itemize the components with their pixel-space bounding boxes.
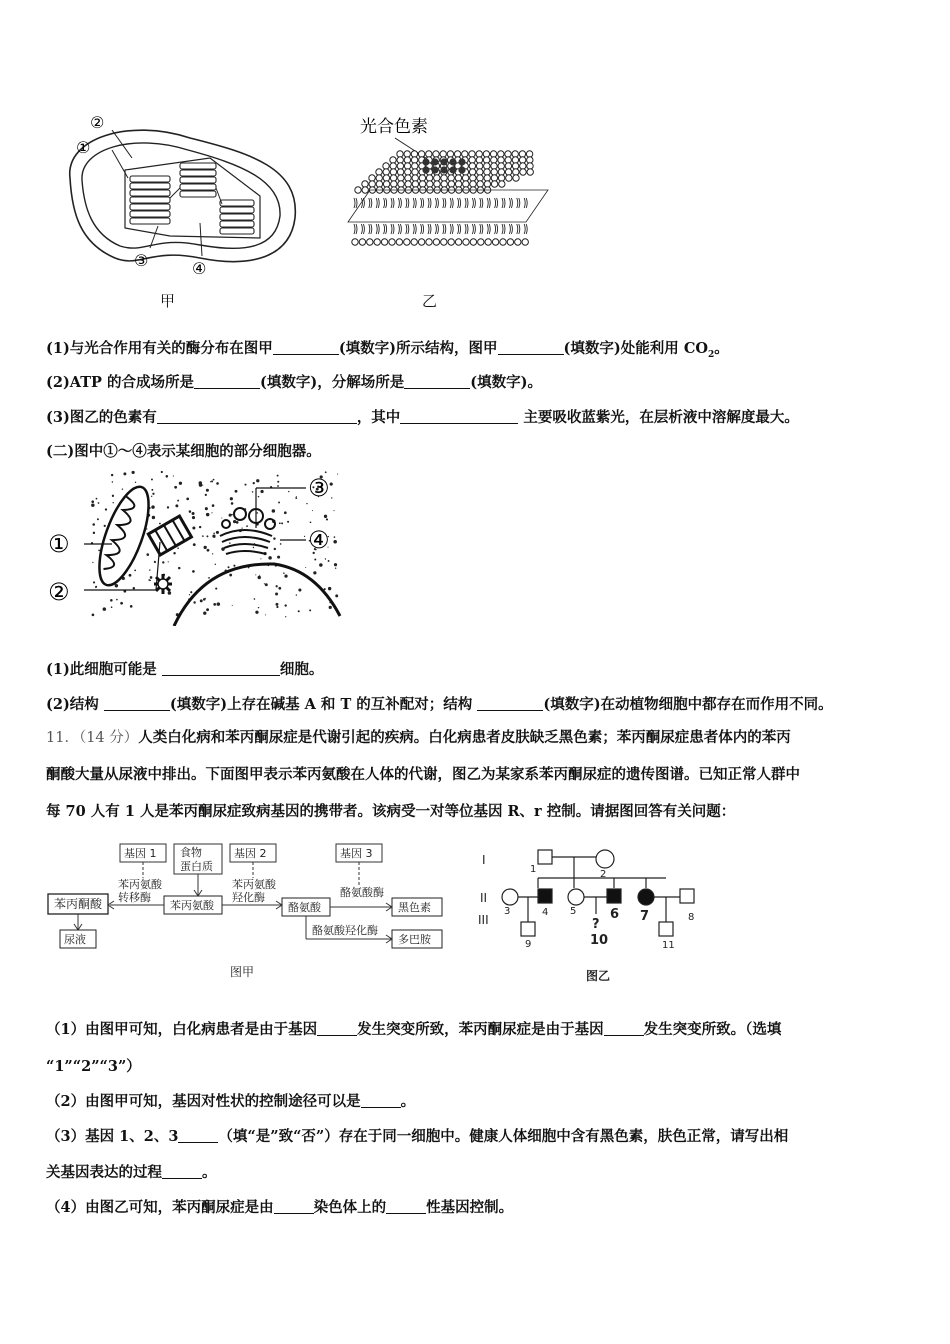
question-11-1-options: “1”“2”“3”）: [46, 1058, 141, 1075]
generation-label: III: [478, 913, 489, 927]
answer-blank[interactable]: [157, 409, 357, 425]
answer-blank[interactable]: [317, 1021, 357, 1037]
phenylalanine-box: 苯丙氨酸: [170, 899, 214, 912]
answer-blank[interactable]: [178, 1128, 218, 1144]
gene-1-label: 基因 1: [124, 847, 157, 860]
individual-id: 10: [590, 933, 609, 948]
marker-1: ①: [76, 138, 91, 157]
individual-id: 4: [542, 907, 549, 918]
question-11-4: （4）由图乙可知，苯丙酮尿症是由 染色体上的 性基因控制。: [46, 1199, 514, 1216]
tyrosine-box: 酪氨酸: [288, 901, 321, 914]
enzyme-label: 苯丙氨酸: [118, 878, 162, 891]
individual-id: 3: [504, 906, 511, 917]
answer-blank[interactable]: [386, 1199, 426, 1215]
enzyme-label: 酪氨酸酶: [340, 886, 384, 899]
generation-label: I: [482, 853, 486, 867]
answer-blank[interactable]: [400, 409, 518, 425]
answer-blank[interactable]: [604, 1021, 644, 1037]
organelle-marker-1: ①: [48, 530, 70, 558]
cell-organelles-diagram: [44, 466, 344, 626]
phenylpyruvate-box: 苯丙酮酸: [54, 897, 103, 911]
individual-id: 6: [610, 907, 620, 922]
organelle-marker-4: ④: [308, 526, 330, 554]
question-11-3: （3）基因 1、2、3 （填“是”致“否”）存在于同一细胞中。健康人体细胞中含有黑色素，肤色正常，请写出相: [46, 1128, 789, 1145]
answer-blank[interactable]: [273, 340, 339, 356]
answer-blank[interactable]: [104, 696, 170, 712]
marker-2: ②: [90, 113, 105, 132]
question-number: 11．（14 分）: [46, 730, 139, 746]
question-2-2: (2)结构 (填数字)上存在碱基 A 和 T 的互补配对；结构 (填数字)在动植物细胞中都存在而作用不同。: [46, 696, 833, 713]
marker-4: ④: [192, 259, 207, 278]
chloroplast-diagram: [60, 108, 310, 283]
melanin-box: 黑色素: [398, 901, 431, 914]
question-1-1: (1)与光合作用有关的酶分布在图甲 (填数字)所示结构，图甲 (填数字)处能利用 $CO_2$。: [46, 340, 729, 360]
question-1-3: (3)图乙的色素有 ，其中 主要吸收蓝紫光，在层析液中溶解度最大。: [46, 409, 799, 426]
figure-caption-yi: 图乙: [586, 969, 611, 983]
figure-label-yi: 乙: [422, 292, 438, 310]
unknown-marker: ?: [592, 917, 600, 932]
gene-3-label: 基因 3: [340, 847, 373, 860]
answer-blank[interactable]: [162, 1164, 202, 1180]
urine-box: 尿液: [64, 933, 86, 946]
part-2-heading: (二)图中①～④表示某细胞的部分细胞器。: [46, 443, 321, 460]
individual-id: 8: [688, 912, 695, 923]
question-11-intro-2: 酮酸大量从尿液中排出。下面图甲表示苯丙氨酸在人体的代谢，图乙为某家系苯丙酮尿症的遗传图谱。已知正常人群中: [46, 766, 800, 783]
thylakoid-membrane-diagram: [340, 110, 555, 260]
dopamine-box: 多巴胺: [398, 933, 431, 946]
answer-blank[interactable]: [404, 374, 470, 390]
answer-blank[interactable]: [162, 661, 280, 677]
individual-id: 2: [600, 869, 607, 880]
question-11-intro-3: 每 70 人有 1 人是苯丙酮尿症致病基因的携带者。该病受一对等位基因 R、r 控制。请据图回答有关问题：: [46, 803, 736, 820]
question-11-1: （1）由图甲可知，白化病患者是由于基因 发生突变所致，苯丙酮尿症是由于基因 发生突变所致。（选填: [46, 1021, 782, 1038]
pedigree-chart: [470, 842, 710, 992]
gene-2-label: 基因 2: [234, 847, 267, 860]
question-1-2: (2)ATP 的合成场所是 (填数字)，分解场所是 (填数字)。: [46, 374, 542, 391]
question-11-intro-1: 11．（14 分）人类白化病和苯丙酮尿症是代谢引起的疾病。白化病患者皮肤缺乏黑色素；苯丙酮尿症患者体内的苯丙: [46, 729, 791, 746]
enzyme-label: 羟化酶: [232, 891, 265, 904]
figure-caption-jia: 图甲: [230, 965, 255, 979]
individual-id: 7: [640, 909, 650, 924]
individual-id: 5: [570, 906, 577, 917]
organelle-marker-3: ③: [308, 474, 330, 502]
organelle-marker-2: ②: [48, 578, 70, 606]
question-2-1: (1)此细胞可能是 细胞。: [46, 661, 324, 678]
answer-blank[interactable]: [498, 340, 564, 356]
individual-id: 9: [525, 939, 532, 950]
pigment-label: 光合色素: [360, 117, 428, 137]
answer-blank[interactable]: [361, 1093, 401, 1109]
enzyme-label: 转移酶: [118, 891, 151, 904]
answer-blank[interactable]: [194, 374, 260, 390]
individual-id: 1: [530, 864, 537, 875]
answer-blank[interactable]: [274, 1199, 314, 1215]
enzyme-label: 苯丙氨酸: [232, 878, 276, 891]
food-label: 食物: [180, 846, 202, 859]
individual-id: 11: [662, 940, 675, 951]
marker-3: ③: [134, 251, 149, 270]
protein-label: 蛋白质: [180, 860, 213, 873]
enzyme-label: 酪氨酸羟化酶: [312, 924, 378, 937]
generation-label: II: [480, 891, 488, 905]
figure-label-jia: 甲: [160, 292, 176, 310]
answer-blank[interactable]: [477, 696, 543, 712]
metabolic-pathway-diagram: [46, 838, 456, 988]
question-11-3-cont: 关基因表达的过程 。: [46, 1164, 217, 1181]
question-11-2: （2）由图甲可知，基因对性状的控制途径可以是 。: [46, 1093, 416, 1110]
